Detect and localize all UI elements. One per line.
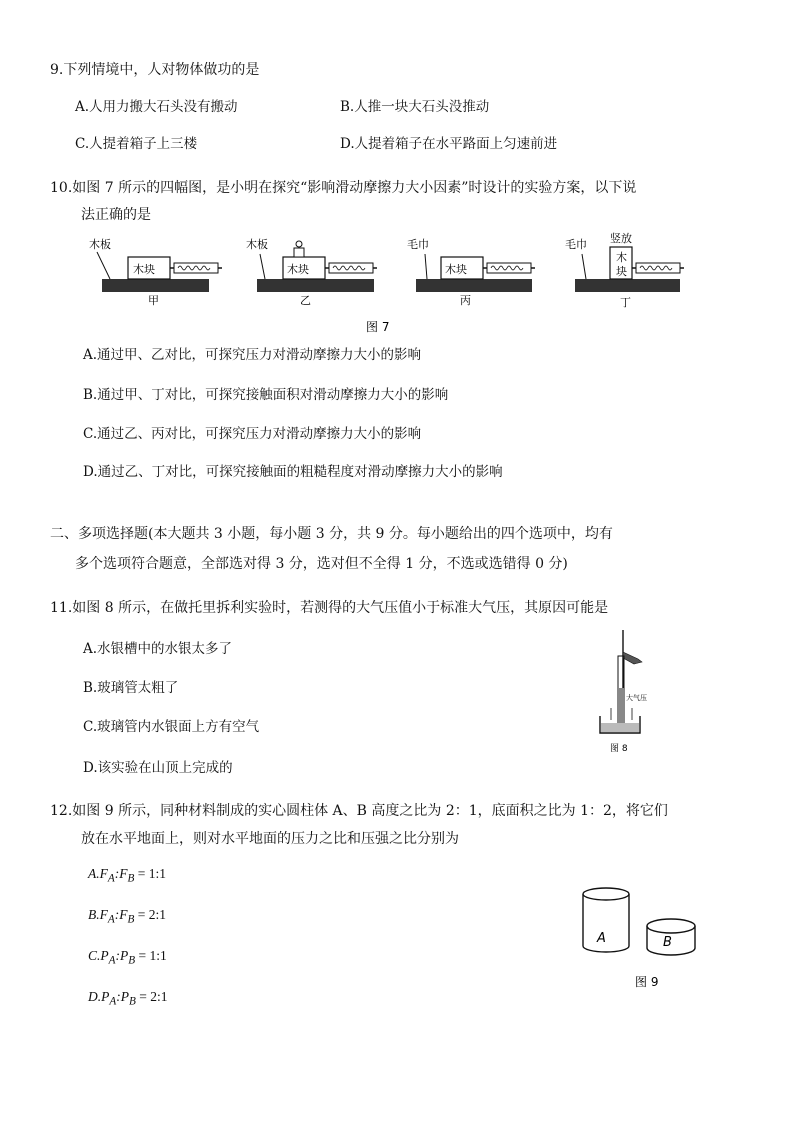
figure-caption: 图 7 [366,320,390,334]
pointer-line [582,254,586,279]
q12-option-b [88,906,166,929]
block-label: 木块 [445,263,467,276]
q10-option-a: A.通过甲、乙对比，可探究压力对滑动摩擦力大小的影响 [83,347,422,363]
board-surface [102,279,209,292]
cylinder-a [583,888,629,952]
section2-heading-line2: 多个选项符合题意，全部选对得 3 分，选对但不全得 1 分，不选或选错得 0 分) [75,556,568,572]
q9-option-c: C.人提着箱子上三楼 [75,136,198,152]
subscript-b: B [128,954,136,967]
option-prefix: C. [88,948,101,963]
ratio-value: = 1:1 [134,866,166,881]
q12-stem-line2: 放在水平地面上，则对水平地面的压力之比和压强之比分别为 [81,831,459,847]
panel-label: 乙 [300,294,311,307]
orientation-note: 竖放 [610,232,632,245]
figure-caption: 图 8 [610,744,628,754]
q10-option-d: D.通过乙、丁对比，可探究接触面的粗糙程度对滑动摩擦力大小的影响 [83,464,503,480]
ratio-value: = 2:1 [135,989,168,1004]
q9-option-a: A.人用力搬大石头没有搬动 [75,99,238,115]
panel-label: 丙 [460,294,471,307]
lhs-symbol: P [101,989,110,1004]
clamp [623,652,642,664]
q12-option-c [88,947,167,970]
panel-label: 丁 [620,296,631,309]
figure-8 [590,628,670,758]
ratio-symbol: :P [115,948,129,963]
option-prefix: B. [88,907,100,922]
subscript-a: A [107,913,115,926]
trough-mercury [601,723,639,732]
lhs-symbol: P [100,948,109,963]
subscript-a: A [108,954,116,967]
pointer-line [260,254,265,279]
q11-stem: 11.如图 8 所示，在做托里拆利实验时，若测得的大气压值小于标准大气压，其原因可能是 [50,600,609,616]
subscript-a: A [109,995,117,1008]
surface-label: 木板 [246,238,268,251]
block-label-line2: 块 [616,265,627,278]
panel-label: 甲 [148,294,159,307]
q9-option-d: D.人提着箱子在水平路面上匀速前进 [340,136,558,152]
block-label: 木块 [133,263,155,276]
surface-label: 毛巾 [565,238,587,251]
q11-option-b: B.玻璃管太粗了 [83,680,179,696]
surface-label: 毛巾 [407,238,429,251]
cylinder-b [647,919,695,955]
panel-jia [89,237,222,307]
q12-stem-line1: 12.如图 9 所示，同种材料制成的实心圆柱体 A、B 高度之比为 2：1，底面积之比为 1：2，将它们 [50,803,668,819]
figure-caption: 图 9 [635,975,659,989]
q10-option-b: B.通过甲、丁对比，可探究接触面积对滑动摩擦力大小的影响 [83,387,449,403]
ratio-symbol: :F [114,866,128,881]
spring-scale [325,263,377,273]
spring-scale [170,263,222,273]
q9-option-b: B.人推一块大石头没推动 [340,99,490,115]
atmosphere-label: 大气压 [626,694,647,702]
subscript-a: A [107,872,115,885]
weight [294,241,304,257]
q10-stem-line1: 10.如图 7 所示的四幅图，是小明在探究“影响滑动摩擦力大小因素”时设计的实验方案，以下说 [50,180,637,196]
q12-option-d [88,988,168,1011]
subscript-b: B [129,995,136,1008]
label-b: B [663,935,672,950]
surface-label: 木板 [89,238,111,251]
ratio-value: = 2:1 [134,907,166,922]
section2-heading-line1: 二、多项选择题(本大题共 3 小题，每小题 3 分，共 9 分。每小题给出的四个选项中，均有 [50,526,613,542]
board-surface [257,279,374,292]
q10-stem-line2: 法正确的是 [81,207,151,223]
lhs-symbol: F [99,866,108,881]
subscript-b: B [127,872,135,885]
towel-surface [416,279,532,292]
block-label: 木块 [287,263,309,276]
panel-bing [407,237,535,307]
q11-option-a: A.水银槽中的水银太多了 [83,641,233,657]
towel-surface [575,279,680,292]
lhs-symbol: F [99,907,108,922]
figure-7 [80,230,720,340]
q12-option-a [88,865,166,888]
option-prefix: A. [88,866,100,881]
label-a: A [597,931,606,946]
q10-option-c: C.通过乙、丙对比，可探究压力对滑动摩擦力大小的影响 [83,426,422,442]
option-prefix: D. [88,989,102,1004]
panel-ding [565,231,684,309]
q11-option-d: D.该实验在山顶上完成的 [83,760,233,776]
block-label-line1: 木 [616,251,627,264]
ratio-value: = 1:1 [135,948,167,963]
pointer-line [425,254,427,279]
spring-scale [632,263,684,273]
ratio-symbol: :P [116,989,129,1004]
subscript-b: B [127,913,135,926]
panel-yi [246,237,377,307]
ratio-symbol: :F [114,907,128,922]
q9-stem: 9.下列情境中，人对物体做功的是 [50,62,260,78]
spring-scale [483,263,535,273]
q11-option-c: C.玻璃管内水银面上方有空气 [83,719,260,735]
figure-9 [575,880,705,995]
pointer-line [97,252,110,279]
